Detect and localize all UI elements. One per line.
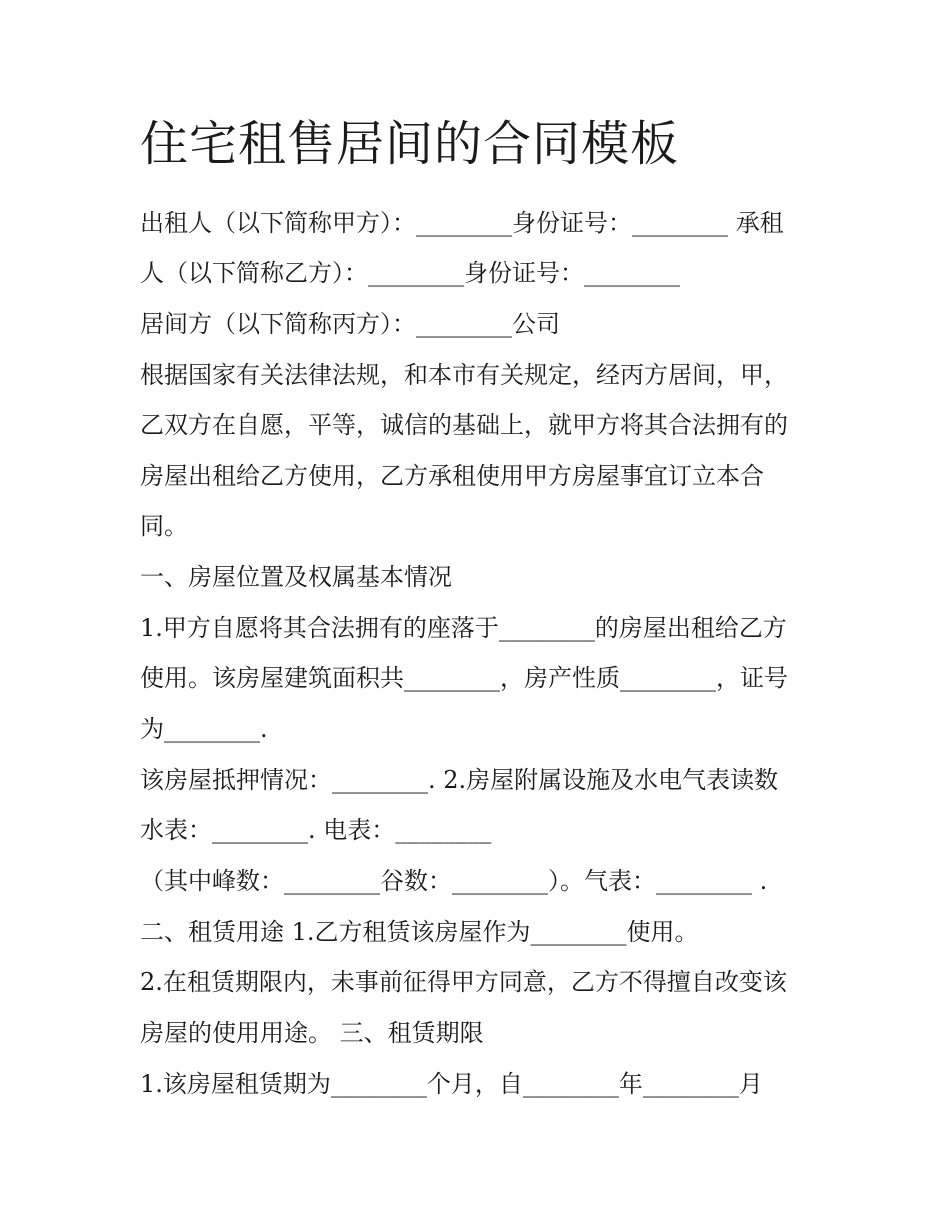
document-title: 住宅租售居间的合同模板: [140, 116, 680, 172]
section-heading-2: 二、租赁用途 1.乙方租赁该房屋作为________使用。: [140, 918, 699, 946]
line-clause-3-1: 1.该房屋租赁期为________个月，自________年________月: [140, 1070, 763, 1098]
line-meters-detail: （其中峰数：________谷数：________）。气表：________ .: [140, 867, 768, 895]
line-preamble-3: 房屋出租给乙方使用，乙方承租使用甲方房屋事宜订立本合: [140, 462, 764, 490]
section-heading-1: 一、房屋位置及权属基本情况: [140, 563, 452, 591]
line-mortgage-facilities: 该房屋抵押情况：________. 2.房屋附属设施及水电气表读数: [140, 766, 779, 794]
line-meters: 水表：________. 电表：________: [140, 816, 492, 844]
line-clause-1-1: 1.甲方自愿将其合法拥有的座落于________的房屋出租给乙方: [140, 614, 787, 642]
line-preamble-1: 根据国家有关法律法规，和本市有关规定，经丙方居间，甲，: [140, 361, 788, 389]
line-lessor-info: 出租人（以下简称甲方）：________身份证号：________ 承租: [140, 209, 784, 237]
line-clause-1-3: 为________.: [140, 715, 268, 743]
line-clause-2-3: 房屋的使用用途。 三、租赁期限: [140, 1019, 484, 1047]
line-intermediary-info: 居间方（以下简称丙方）：________公司: [140, 310, 560, 338]
line-lessee-info: 人（以下简称乙方）：________身份证号：________: [140, 259, 680, 287]
line-clause-1-2: 使用。该房屋建筑面积共________，房产性质________，证号: [140, 664, 788, 692]
line-preamble-4: 同。: [140, 512, 188, 540]
line-preamble-2: 乙双方在自愿，平等，诚信的基础上，就甲方将其合法拥有的: [140, 411, 788, 439]
line-clause-2-2: 2.在租赁期限内，未事前征得甲方同意，乙方不得擅自改变该: [140, 968, 787, 996]
